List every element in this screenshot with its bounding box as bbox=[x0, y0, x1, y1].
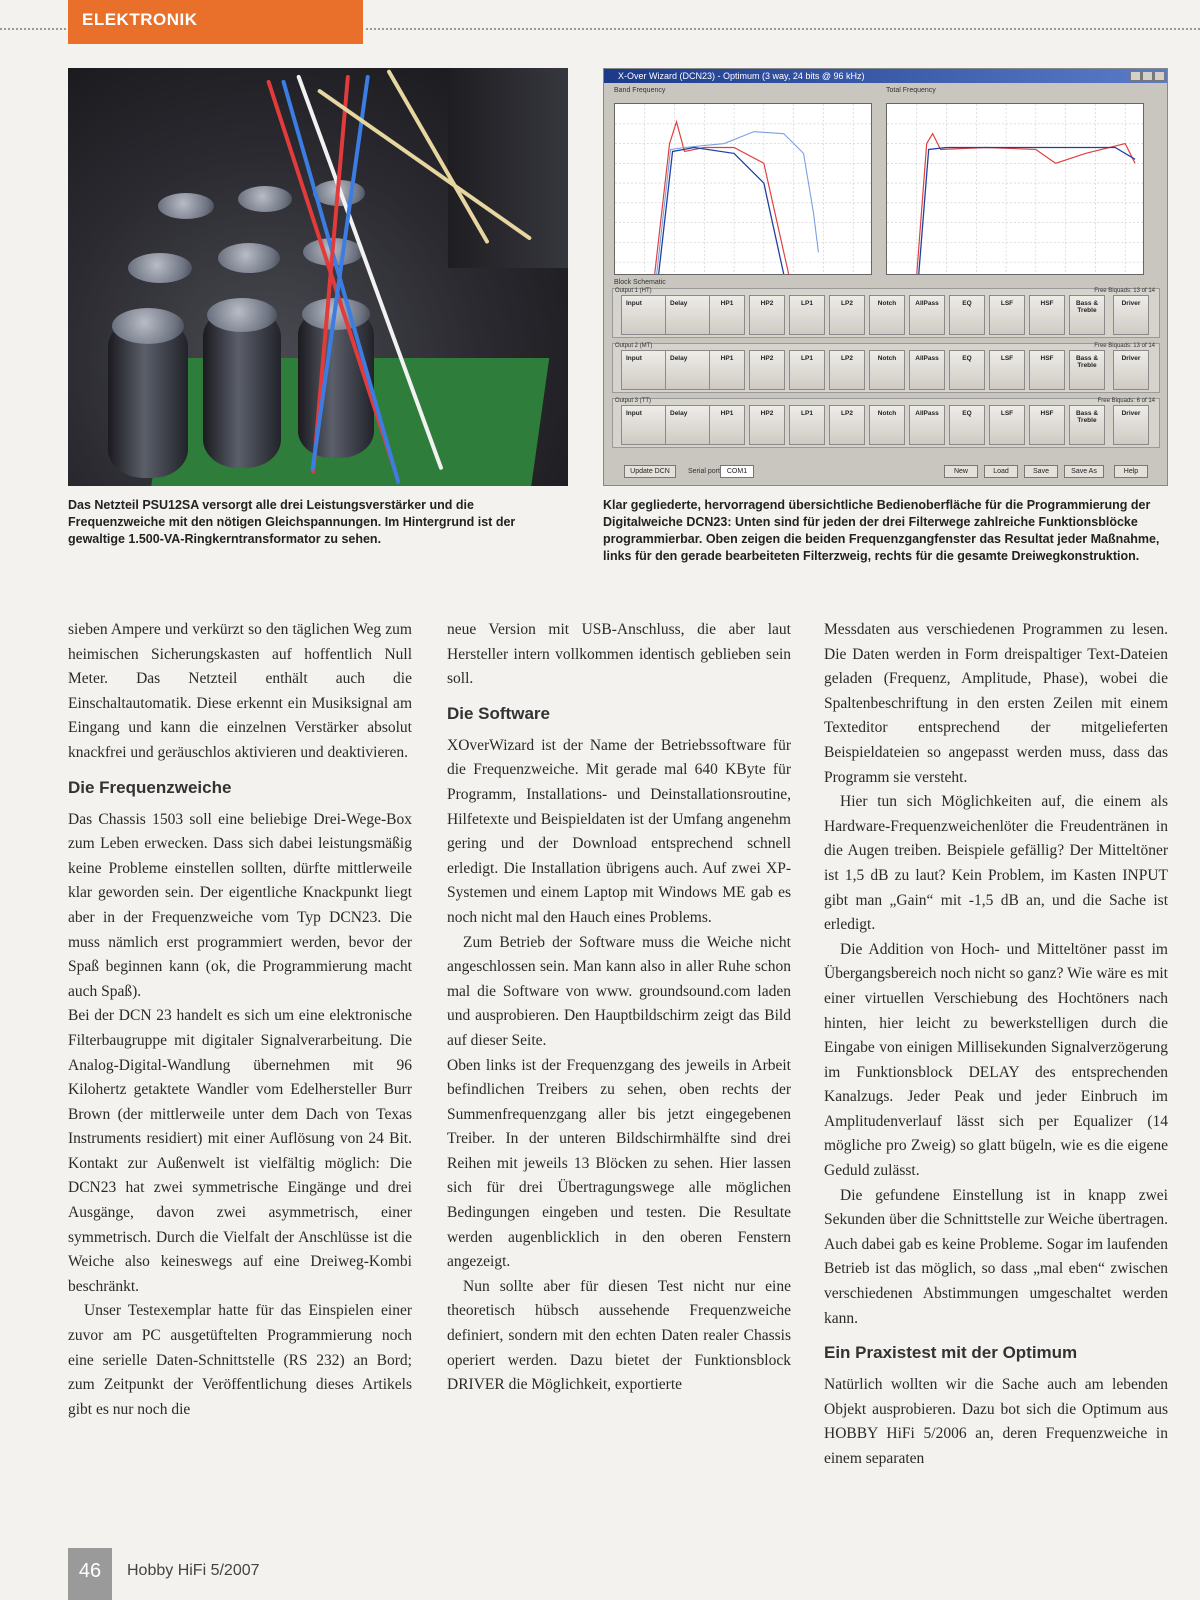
paragraph: Das Chassis 1503 soll eine beliebige Drei-Wege-Box zum Leben erwecken. Dass sich dabei leistungsmäßig keine Probleme einstellen sollten, dürfte mittlerweile klar geworden sein. Der eigentliche Knackpunkt liegt aber in der Frequenzweiche vom Typ DCN23. Die muss nämlich erst programmiert werden, bevor der Spaß beginnen kann (ok, die Programmierung macht auch Spaß). bbox=[68, 810, 412, 1000]
input-block[interactable]: Input bbox=[621, 295, 683, 335]
eq-block[interactable]: EQ bbox=[949, 350, 985, 390]
window-title: X-Over Wizard (DCN23) - Optimum (3 way, 24 bits @ 96 kHz) bbox=[604, 69, 1167, 83]
hp1-block[interactable]: HP1 bbox=[709, 350, 745, 390]
paragraph: Oben links ist der Frequenzgang des jeweils in Arbeit befindlichen Treibers zu sehen, oben rechts der Summenfrequenzgang aller bis jetzt eingegebenen Treiber. In der unteren Bildschirmhälfte sind drei Reihen mit jeweils 13 Blöcken zu sehen. Hier lassen sich für drei Übertragungswege alle möglichen Bedingungen eingeben und testen. Die Resultate werden augenblicklich in den oberen Fenstern angezeigt. bbox=[447, 1056, 791, 1271]
allpass-block[interactable]: AllPass bbox=[909, 405, 945, 445]
load-button[interactable]: Load bbox=[984, 465, 1018, 478]
row-meta: Free Biquads: 13 of 14 bbox=[1094, 343, 1155, 349]
lp2-block[interactable]: LP2 bbox=[829, 295, 865, 335]
lp1-block[interactable]: LP1 bbox=[789, 295, 825, 335]
close-icon bbox=[1154, 71, 1165, 81]
capacitor-top bbox=[158, 193, 214, 219]
capacitor-top bbox=[128, 253, 192, 283]
article-column-1 bbox=[68, 618, 412, 1422]
output-row-3 bbox=[612, 398, 1160, 448]
bass-treble-block[interactable]: Bass & Treble bbox=[1069, 405, 1105, 445]
notch-block[interactable]: Notch bbox=[869, 350, 905, 390]
hsf-block[interactable]: HSF bbox=[1029, 405, 1065, 445]
help-button[interactable]: Help bbox=[1114, 465, 1148, 478]
article-column-2 bbox=[447, 618, 791, 1398]
serial-port-label: Serial port bbox=[688, 468, 720, 475]
eq-block[interactable]: EQ bbox=[949, 295, 985, 335]
article-column-3 bbox=[824, 618, 1168, 1472]
paragraph: Die gefundene Einstellung ist in knapp zwei Sekunden über die Schnittstelle zur Weiche übertragen. Auch dabei gab es keine Probleme. Sogar im laufenden Betrieb ist das möglich, so dass „mal eben“ zwischen verschiedenen Abstimmungen umgeschaltet werden kann. bbox=[824, 1186, 1168, 1327]
hsf-block[interactable]: HSF bbox=[1029, 295, 1065, 335]
header-rule-right bbox=[366, 28, 1200, 30]
input-block[interactable]: Input bbox=[621, 350, 683, 390]
output-row-2 bbox=[612, 343, 1160, 393]
notch-block[interactable]: Notch bbox=[869, 295, 905, 335]
hsf-block[interactable]: HSF bbox=[1029, 350, 1065, 390]
driver-block[interactable]: Driver bbox=[1113, 295, 1149, 335]
row-title: Output 1 (HT) bbox=[615, 288, 652, 294]
paragraph: Zum Betrieb der Software muss die Weiche nicht angeschlossen sein. Man kann also in aller Ruhe schon mal die Software von www. groundsound.com laden und ausprobieren. Den Hauptbildschirm zeigt das Bild auf dieser Seite. bbox=[447, 933, 791, 1049]
row-meta: Free Biquads: 13 of 14 bbox=[1094, 288, 1155, 294]
paragraph: Bei der DCN 23 handelt es sich um eine elektronische Filterbaugruppe mit digitaler Signalverarbeitung. Die Analog-Digital-Wandlung übernehmen mit 96 Kilohertz getaktete Wandler vom Edelhersteller Burr Brown (der mittlerweile unter dem Dach von Texas Instruments residiert) mit einer Auflösung von 24 Bit. Kontakt zur Außenwelt ist vielfältig möglich: Die DCN23 hat zwei symmetrische Eingänge und drei Ausgänge, davon zwei asymmetrisch, einer symmetrisch. Durch die Vielfalt der Anschlüsse ist die Weiche also keineswegs auf eine Dreiweg-Kombi beschränkt. bbox=[68, 1007, 412, 1295]
heading-praxistest: Ein Praxistest mit der Optimum bbox=[824, 1343, 1078, 1363]
paragraph: XOverWizard ist der Name der Betriebssoftware für die Frequenzweiche. Mit gerade mal 640 KByte für Programm, Installations- und Deinstallationsroutine, Hilfetexte und Beispieldaten ist der Umfang angenehm gering und der Download entsprechend schnell erledigt. Die Installation übrigens auch. Auf zwei XP-Systemen und einem Laptop mit Windows ME gab es noch nicht mal den Hauch eines Problems. bbox=[447, 736, 791, 926]
paragraph: Die Addition von Hoch- und Mitteltöner passt im Übergangsbereich noch nicht so ganz? Wie wäre es mit einer virtuellen Verschiebung des Hochtöners nach hinten, hier leicht zu bewerkstelligen durch die Eingabe von einigen Millisekunden Signalverzögerung im Funktionsblock DELAY des entsprechenden Kanalzugs. Jeder Peak und jeder Einbruch im Amplitudenverlauf lässt sich per Equalizer (14 mögliche pro Zweig) so glatt bügeln, wie es die eigene Geduld zulässt. bbox=[824, 940, 1168, 1180]
block-schematic-label: Block Schematic bbox=[614, 279, 666, 286]
bass-treble-block[interactable]: Bass & Treble bbox=[1069, 350, 1105, 390]
bass-treble-block[interactable]: Bass & Treble bbox=[1069, 295, 1105, 335]
paragraph: Messdaten aus verschiedenen Programmen zu lesen. Die Daten werden in Form dreispaltiger Text-Dateien geladen (Frequenz, Amplitude, Phase), wobei die Spaltenbeschriftung in den ersten Zeilen mit einem Texteditor entsprechend der mitgelieferten Beispieldateien so angepasst werden muss, dass das Programm sie versteht. bbox=[824, 621, 1168, 786]
eq-block[interactable]: EQ bbox=[949, 405, 985, 445]
paragraph: Unser Testexemplar hatte für das Einspielen einer zuvor am PC ausgetüftelten Programmierung noch eine serielle Daten-Schnittstelle (RS 232) an Bord; zum Zeitpunkt der Veröffentlichung dieses Artikels gibt es nur noch die bbox=[68, 1302, 412, 1418]
lsf-block[interactable]: LSF bbox=[989, 295, 1025, 335]
lp1-block[interactable]: LP1 bbox=[789, 405, 825, 445]
update-dcn-button[interactable]: Update DCN bbox=[624, 465, 676, 478]
lp2-block[interactable]: LP2 bbox=[829, 350, 865, 390]
hp2-block[interactable]: HP2 bbox=[749, 350, 785, 390]
section-tab: ELEKTRONIK bbox=[68, 0, 363, 44]
paragraph: Nun sollte aber für diesen Test nicht nur eine theoretisch hübsch aussehende Frequenzweiche definiert, sondern mit den echten Daten realer Chassis operiert werden. Dazu bietet der Funktionsblock DRIVER die Möglichkeit, exportierte bbox=[447, 1277, 791, 1394]
input-block[interactable]: Input bbox=[621, 405, 683, 445]
heading-software: Die Software bbox=[447, 703, 550, 723]
driver-block[interactable]: Driver bbox=[1113, 405, 1149, 445]
paragraph: neue Version mit USB-Anschluss, die aber laut Hersteller intern vollkommen identisch geblieben sein soll. bbox=[447, 621, 791, 688]
hp2-block[interactable]: HP2 bbox=[749, 295, 785, 335]
total-frequency-label: Total Frequency bbox=[886, 87, 936, 94]
row-title: Output 2 (MT) bbox=[615, 343, 653, 349]
header-rule-left bbox=[0, 28, 66, 30]
save-as-button[interactable]: Save As bbox=[1064, 465, 1104, 478]
capacitor bbox=[203, 308, 281, 468]
screenshot-caption: Klar gegliederte, hervorragend übersichtliche Bedienoberfläche für die Programmierung der Digitalweiche DCN23: Unten sind für jeden der drei Filterwege zahlreiche Funktionsblöcke programmierbar. Oben zeigen die beiden Frequenzgangfenster das Resultat jeder Maßnahme, links für den gerade bearbeiteten Filterzweig, rechts für die gesamte Dreiwegkonstruktion. bbox=[603, 498, 1160, 563]
paragraph: Hier tun sich Möglichkeiten auf, die einem als Hardware-Frequenzweichenlöter die Freudentränen in die Augen treiben. Beispiele gefällig? Der Mitteltöner ist 1,5 dB zu laut? Kein Problem, im Kasten INPUT gibt man „Gain“ mit -1,5 dB an, und die Sache ist erledigt. bbox=[824, 793, 1168, 934]
heading-frequenzweiche: Die Frequenzweiche bbox=[68, 777, 232, 797]
maximize-icon bbox=[1142, 71, 1153, 81]
new-button[interactable]: New bbox=[944, 465, 978, 478]
delay-block[interactable]: Delay bbox=[665, 295, 727, 335]
lsf-block[interactable]: LSF bbox=[989, 350, 1025, 390]
notch-block[interactable]: Notch bbox=[869, 405, 905, 445]
capacitor-top bbox=[218, 243, 280, 273]
row-title: Output 3 (TT) bbox=[615, 398, 652, 404]
lp2-block[interactable]: LP2 bbox=[829, 405, 865, 445]
delay-block[interactable]: Delay bbox=[665, 350, 727, 390]
photo-caption: Das Netzteil PSU12SA versorgt alle drei Leistungsverstärker und die Frequenzweiche mit den nötigen Gleichspannungen. Im Hintergrund ist der gewaltige 1.500-VA-Ringkerntransformator zu sehen. bbox=[68, 498, 516, 546]
software-screenshot bbox=[603, 68, 1168, 486]
band-frequency-plot bbox=[614, 103, 872, 275]
lsf-block[interactable]: LSF bbox=[989, 405, 1025, 445]
hp1-block[interactable]: HP1 bbox=[709, 295, 745, 335]
delay-block[interactable]: Delay bbox=[665, 405, 727, 445]
total-frequency-plot bbox=[886, 103, 1144, 275]
capacitor-top bbox=[112, 308, 184, 344]
minimize-icon bbox=[1130, 71, 1141, 81]
allpass-block[interactable]: AllPass bbox=[909, 295, 945, 335]
allpass-block[interactable]: AllPass bbox=[909, 350, 945, 390]
capacitor-top bbox=[238, 186, 292, 212]
capacitor bbox=[298, 308, 374, 458]
capacitor-top bbox=[207, 298, 277, 332]
paragraph: Natürlich wollten wir die Sache auch am lebenden Objekt ausprobieren. Dazu bot sich die Optimum aus HOBBY HiFi 5/2006 an, deren Frequenzweiche in einem separaten bbox=[824, 1376, 1168, 1467]
transformer-shape bbox=[448, 68, 568, 268]
paragraph: sieben Ampere und verkürzt so den täglichen Weg zum heimischen Sicherungskasten auf hoffentlich Null Meter. Das Netzteil enthält auch die Einschaltautomatik. Diese erkennt ein Musiksignal am Eingang und kann die einzelnen Verstärker absolut knackfrei und geräuschlos aktivieren und deaktivieren. bbox=[68, 621, 412, 761]
band-frequency-label: Band Frequency bbox=[614, 87, 666, 94]
magazine-issue: Hobby HiFi 5/2007 bbox=[127, 1562, 260, 1579]
hp1-block[interactable]: HP1 bbox=[709, 405, 745, 445]
driver-block[interactable]: Driver bbox=[1113, 350, 1149, 390]
window-bottom-bar bbox=[612, 465, 1159, 479]
hp2-block[interactable]: HP2 bbox=[749, 405, 785, 445]
save-button[interactable]: Save bbox=[1024, 465, 1058, 478]
page-number: 46 bbox=[68, 1548, 112, 1600]
row-meta: Free Biquads: 6 of 14 bbox=[1097, 398, 1155, 404]
lp1-block[interactable]: LP1 bbox=[789, 350, 825, 390]
window-controls bbox=[1130, 71, 1165, 81]
output-row-1 bbox=[612, 288, 1160, 338]
power-supply-photo bbox=[68, 68, 568, 486]
serial-port-select[interactable]: COM1 bbox=[720, 465, 754, 478]
